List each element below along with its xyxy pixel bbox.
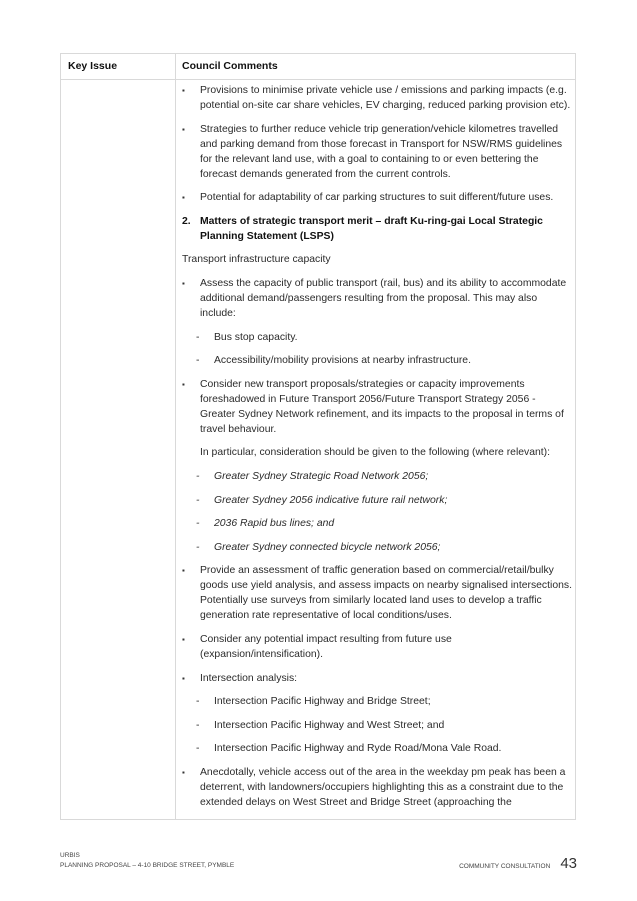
footer-left (60, 851, 234, 871)
bullet-item: ▪ Provide an assessment of traffic generation based on commercial/retail/bulky goods use yield analysis, and assess impacts on nearby signalised intersections. Potentially use surveys from similarly located land uses to develop a traffic generation rate representative of local conditions/uses. (182, 563, 572, 623)
footer-org: URBIS (60, 852, 80, 859)
sub-item: - Bus stop capacity. (182, 330, 572, 345)
sub-item: - Accessibility/mobility provisions at nearby infrastructure. (182, 353, 572, 368)
header-council-comments: Council Comments (182, 60, 278, 72)
bullet-item: ▪ Assess the capacity of public transport (rail, bus) and its ability to accommodate additional demand/passengers resulting from the proposal. This may also include: (182, 276, 572, 321)
sub-item: - Intersection Pacific Highway and West Street; and (182, 718, 572, 733)
indented-paragraph: In particular, consideration should be given to the following (where relevant): (200, 447, 551, 459)
bullet-item: ▪ Anecdotally, vehicle access out of the area in the weekday pm peak has been a deterrent, with landowners/occupiers highlighting this as a constraint due to the extended delays on West Street and Bridge Street (approaching the (182, 765, 572, 810)
header-key-issue: Key Issue (68, 60, 118, 72)
header-divider (61, 79, 575, 80)
column-divider (175, 54, 176, 819)
sub-item: - Intersection Pacific Highway and Ryde Road/Mona Vale Road. (182, 741, 572, 756)
bullet-item: ▪ Intersection analysis: (182, 671, 572, 686)
bullet-item: ▪ Consider any potential impact resulting from future use (expansion/intensification). (182, 632, 572, 662)
bullet-item: ▪ Potential for adaptability of car parking structures to suit different/future uses. (182, 190, 572, 205)
bullet-item: ▪ Provisions to minimise private vehicle use / emissions and parking impacts (e.g. potential on-site car share vehicles, EV charging, reduced parking provision etc). (182, 83, 572, 113)
bullet-item: ▪ Strategies to further reduce vehicle trip generation/vehicle kilometres travelled and parking demand from those forecast in Transport for NSW/RMS guidelines for the relevant land use, with a goal to containing to or even bettering the forecast demands generated from the current controls. (182, 122, 572, 182)
footer-doc-title: PLANNING PROPOSAL – 4-10 BRIDGE STREET, PYMBLE (60, 862, 235, 869)
sub-item: - Intersection Pacific Highway and Bridge Street; (182, 694, 572, 709)
section-heading (182, 214, 572, 244)
footer-section: COMMUNITY CONSULTATION (459, 863, 551, 870)
sub-item: - Greater Sydney Strategic Road Network 2056; (182, 469, 572, 484)
paragraph: Transport infrastructure capacity (182, 254, 331, 266)
footer-right (459, 855, 577, 872)
council-comments-cell (182, 83, 572, 818)
page-number: 43 (560, 855, 577, 872)
sub-item: - Greater Sydney connected bicycle network 2056; (182, 540, 572, 555)
section-heading-text: Matters of strategic transport merit – draft Ku-ring-gai Local Strategic Planning Statement (LSPS) (200, 215, 543, 242)
comments-table (60, 53, 576, 820)
sub-item: - Greater Sydney 2056 indicative future rail network; (182, 493, 572, 508)
section-number: 2. (182, 215, 191, 227)
bullet-item: ▪ Consider new transport proposals/strategies or capacity improvements foreshadowed in Future Transport 2056/Future Transport Strategy 2056 - Greater Sydney Network refinement, and its impacts to the proposal in terms of travel behaviour. (182, 377, 572, 437)
sub-item: - 2036 Rapid bus lines; and (182, 516, 572, 531)
